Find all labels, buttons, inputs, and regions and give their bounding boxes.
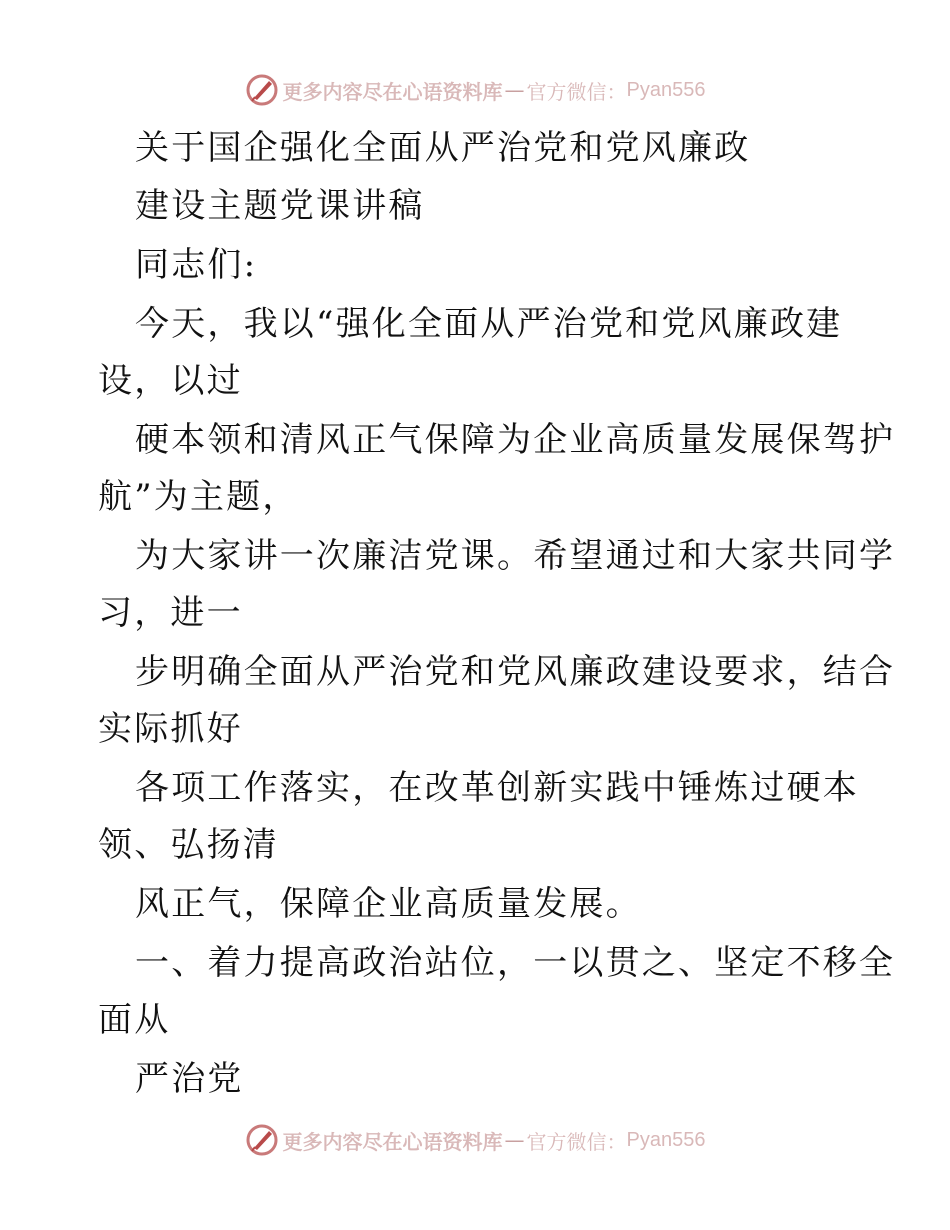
paragraph-line: 各项工作落实，在改革创新实践中锤炼过硬本 bbox=[135, 768, 859, 808]
watermark-dash: — bbox=[504, 78, 525, 102]
watermark-main-text: 更多内容尽在心语资料库 bbox=[282, 1129, 503, 1154]
watermark-sub-text: 官方微信： bbox=[526, 79, 627, 104]
section-heading-line: 面从 bbox=[98, 1000, 171, 1040]
paragraph-line: 风正气，保障企业高质量发展。 bbox=[135, 884, 642, 924]
paragraph-line: 硬本领和清风正气保障为企业高质量发展保驾护 bbox=[135, 420, 896, 460]
paragraph-line: 领、弘扬清 bbox=[98, 825, 279, 865]
paragraph-line: 习，进一 bbox=[98, 593, 243, 633]
quill-logo-icon bbox=[245, 1123, 279, 1157]
paragraph-line: 实际抓好 bbox=[98, 709, 243, 749]
paragraph-line: 设，以过 bbox=[98, 361, 243, 401]
section-heading-line: 一、着力提高政治站位，一以贯之、坚定不移全 bbox=[135, 943, 896, 983]
watermark-header bbox=[0, 70, 950, 110]
watermark-dash: — bbox=[504, 1128, 525, 1152]
doc-title-line-1: 关于国企强化全面从严治党和党风廉政 bbox=[135, 128, 751, 168]
paragraph-line: 为大家讲一次廉洁党课。希望通过和大家共同学 bbox=[135, 536, 896, 576]
watermark-main-text: 更多内容尽在心语资料库 bbox=[282, 79, 503, 104]
quill-logo-icon bbox=[245, 73, 279, 107]
salutation: 同志们: bbox=[135, 245, 258, 285]
watermark-sub-text: 官方微信： bbox=[526, 1129, 627, 1154]
paragraph-line: 航”为主题， bbox=[98, 477, 299, 517]
watermark-id: Pyan556 bbox=[626, 78, 706, 101]
paragraph-line: 步明确全面从严治党和党风廉政建设要求，结合 bbox=[135, 652, 896, 692]
watermark-id: Pyan556 bbox=[626, 1128, 706, 1151]
section-heading-line: 严治党 bbox=[135, 1059, 244, 1099]
watermark-footer bbox=[0, 1120, 950, 1160]
paragraph-line: 今天，我以“强化全面从严治党和党风廉政建 bbox=[135, 304, 843, 344]
doc-title-line-2: 建设主题党课讲稿 bbox=[135, 186, 425, 226]
